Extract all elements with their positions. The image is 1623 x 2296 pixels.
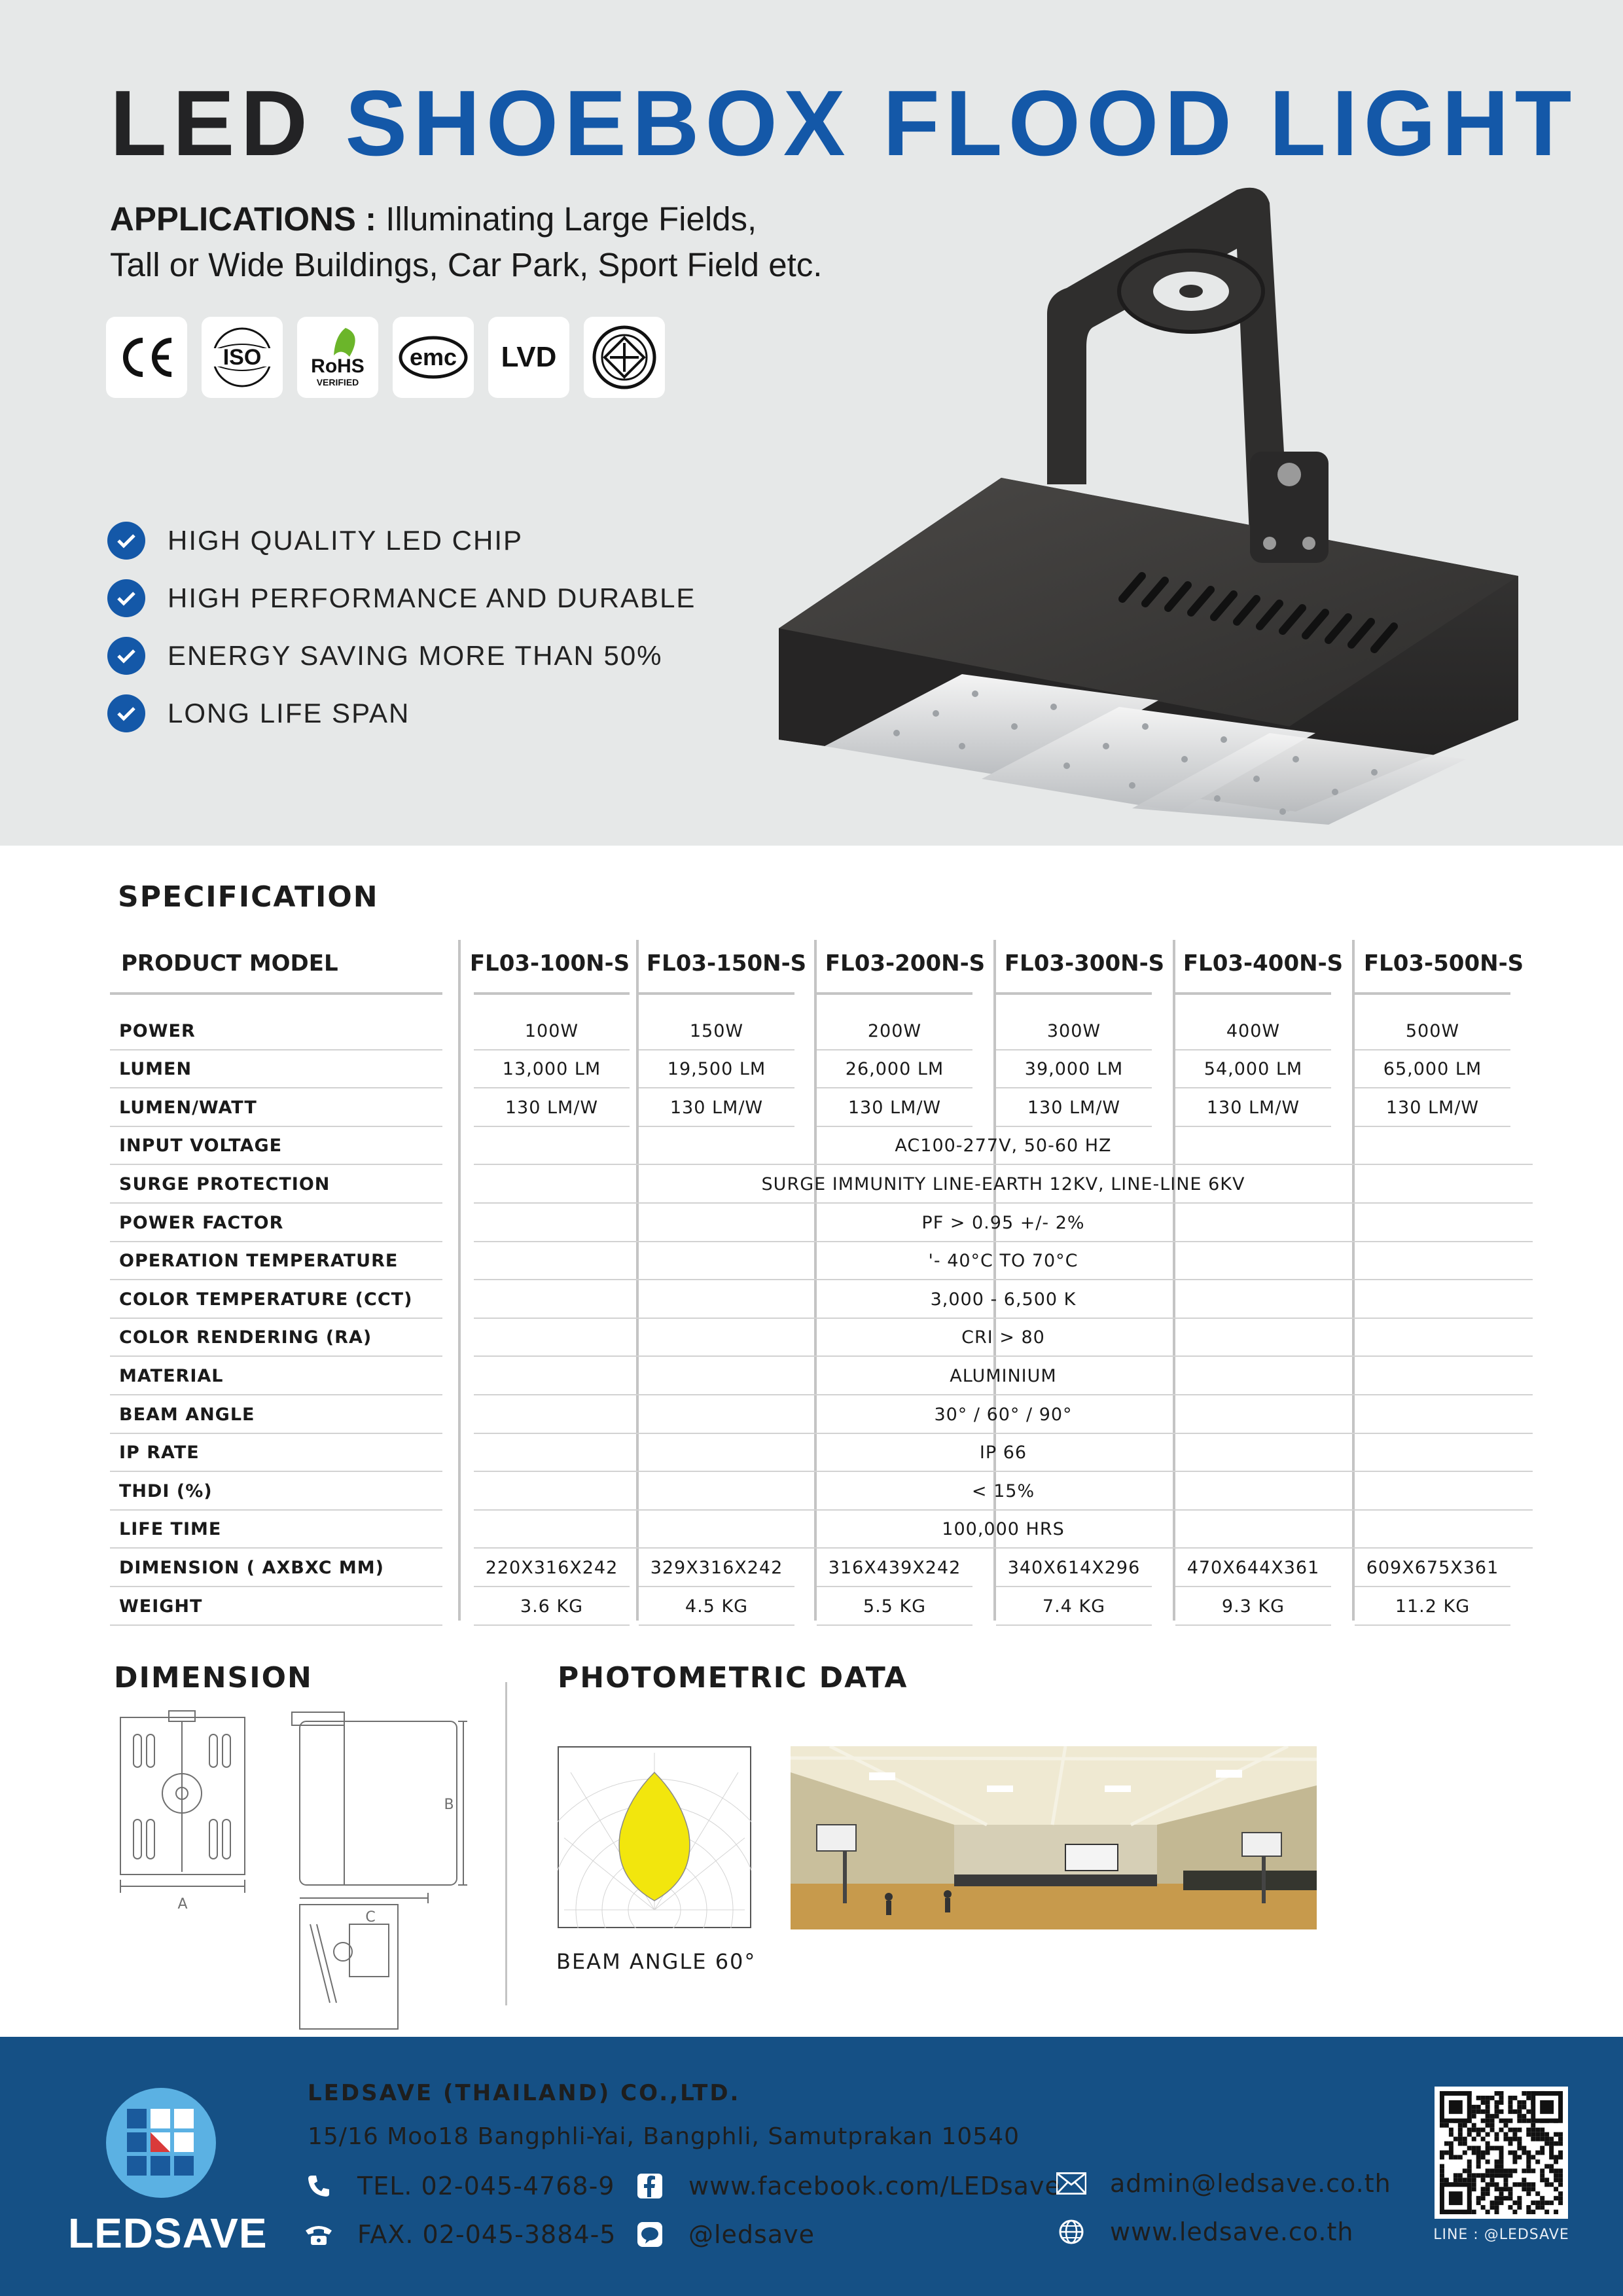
svg-text:RoHS: RoHS <box>311 355 365 377</box>
spec-cell: 5.5 KG <box>863 1596 927 1617</box>
tel-number: TEL. 02-045-4768-9 <box>357 2172 615 2200</box>
spec-cell-merged: IP 66 <box>979 1443 1027 1463</box>
dimension-heading: DIMENSION <box>114 1661 313 1695</box>
contact-facebook[interactable] <box>635 2172 1061 2200</box>
spec-cell: 26,000 LM <box>845 1059 944 1080</box>
title-led: LED <box>110 71 313 175</box>
dimension-label-a: A <box>177 1896 188 1912</box>
model-header: FL03-100N-S <box>469 950 630 977</box>
spec-cell: 130 LM/W <box>669 1097 764 1118</box>
spec-cell: 500W <box>1405 1020 1460 1041</box>
row-separator <box>996 1624 1152 1626</box>
checkmark-icon <box>107 637 145 675</box>
website-link[interactable]: www.ledsave.co.th <box>1110 2217 1354 2246</box>
header-rule <box>474 992 630 995</box>
spec-row-label: POWER <box>119 1020 196 1041</box>
header-rule <box>817 992 972 995</box>
spec-cell: 150W <box>689 1020 744 1041</box>
dimension-label-b: B <box>444 1797 454 1813</box>
ce-mark-icon <box>106 317 187 398</box>
spec-row-label: WEIGHT <box>119 1596 203 1617</box>
spec-row-label: COLOR RENDERING (RA) <box>119 1327 372 1348</box>
spec-cell-merged: 3,000 - 6,500 K <box>930 1289 1077 1310</box>
spec-cell: 470X644X361 <box>1186 1557 1320 1578</box>
feature-label: LONG LIFE SPAN <box>168 698 410 728</box>
spec-cell-merged: CRI > 80 <box>961 1327 1045 1348</box>
feature-item <box>107 685 696 742</box>
section-divider <box>505 1682 507 2005</box>
spec-cell-merged: < 15% <box>971 1480 1035 1501</box>
globe-icon <box>1056 2219 1086 2245</box>
spec-cell: 11.2 KG <box>1395 1596 1471 1617</box>
model-header: FL03-400N-S <box>1183 950 1344 977</box>
spec-cell: 65,000 LM <box>1383 1059 1482 1080</box>
spec-cell: 340X614X296 <box>1007 1557 1141 1578</box>
brand-name: LEDSAVE <box>68 2210 268 2257</box>
row-separator <box>1355 1624 1510 1626</box>
applications <box>110 196 822 288</box>
ul-listed-icon <box>584 317 665 398</box>
qr-caption: LINE : @LEDSAVE <box>1433 2227 1569 2243</box>
spec-cell: 100W <box>524 1020 579 1041</box>
page-title <box>110 71 1578 175</box>
svg-text:ISO: ISO <box>223 345 262 370</box>
contact-line[interactable] <box>635 2220 815 2249</box>
title-product: SHOEBOX FLOOD LIGHT <box>345 71 1578 175</box>
contact-fax <box>304 2220 616 2249</box>
feature-item <box>107 569 696 627</box>
row-separator <box>817 1624 972 1626</box>
feature-label: HIGH PERFORMANCE AND DURABLE <box>168 583 696 613</box>
dimension-drawing <box>114 1708 467 2036</box>
spec-row-label: LUMEN <box>119 1059 192 1080</box>
facebook-icon <box>635 2174 665 2198</box>
svg-text:LVD: LVD <box>501 341 557 373</box>
checkmark-icon <box>107 579 145 617</box>
product-model-header: PRODUCT MODEL <box>121 950 338 977</box>
model-header: FL03-150N-S <box>646 950 807 977</box>
spec-cell: 316X439X242 <box>828 1557 961 1578</box>
fax-phone-icon <box>304 2223 334 2246</box>
spec-cell: 130 LM/W <box>1385 1097 1480 1118</box>
spec-cell: 130 LM/W <box>847 1097 942 1118</box>
spec-row-label: COLOR TEMPERATURE (CCT) <box>119 1289 413 1310</box>
header-rule <box>1175 992 1331 995</box>
spec-cell: 220X316X242 <box>485 1557 618 1578</box>
row-separator <box>639 1624 794 1626</box>
spec-cell: 609X675X361 <box>1366 1557 1499 1578</box>
spec-row-label: OPERATION TEMPERATURE <box>119 1251 399 1272</box>
header-rule <box>639 992 794 995</box>
spec-cell: 130 LM/W <box>1206 1097 1300 1118</box>
spec-row-label: LUMEN/WATT <box>119 1097 257 1118</box>
feature-item <box>107 627 696 685</box>
company-name: LEDSAVE (THAILAND) CO.,LTD. <box>308 2080 741 2106</box>
spec-row-label: POWER FACTOR <box>119 1212 284 1233</box>
spec-cell-merged: 100,000 HRS <box>942 1519 1065 1540</box>
contact-tel <box>304 2172 615 2200</box>
spec-cell: 300W <box>1046 1020 1101 1041</box>
lvd-icon <box>488 317 569 398</box>
column-divider <box>458 940 461 1621</box>
spec-cell-merged: '- 40°C TO 70°C <box>928 1251 1079 1272</box>
row-separator <box>474 1624 630 1626</box>
facebook-link[interactable]: www.facebook.com/LEDsave <box>688 2172 1061 2200</box>
spec-cell: 9.3 KG <box>1221 1596 1285 1617</box>
spec-cell: 39,000 LM <box>1024 1059 1124 1080</box>
feature-item <box>107 512 696 569</box>
spec-cell: 329X316X242 <box>650 1557 783 1578</box>
spec-cell: 400W <box>1226 1020 1281 1041</box>
spec-cell-merged: SURGE IMMUNITY LINE-EARTH 12KV, LINE-LINE 6KV <box>761 1174 1245 1194</box>
contact-email[interactable] <box>1056 2169 1391 2198</box>
spec-cell-merged: 30° / 60° / 90° <box>934 1404 1073 1425</box>
spec-cell-merged: AC100-277V, 50-60 HZ <box>895 1136 1112 1157</box>
line-app-icon <box>635 2222 665 2247</box>
dimension-label-c: C <box>365 1909 376 1926</box>
spec-cell: 7.4 KG <box>1042 1596 1106 1617</box>
certification-badges <box>106 317 665 398</box>
envelope-icon <box>1056 2172 1086 2195</box>
row-separator <box>110 1624 442 1626</box>
photometric-heading: PHOTOMETRIC DATA <box>558 1661 908 1695</box>
feature-list <box>107 512 696 742</box>
email-link[interactable]: admin@ledsave.co.th <box>1110 2169 1391 2198</box>
beam-angle-label: BEAM ANGLE 60° <box>556 1949 757 1974</box>
spec-cell: 130 LM/W <box>505 1097 599 1118</box>
phone-icon <box>304 2174 334 2198</box>
gymnasium-photo <box>791 1746 1317 1929</box>
applications-label: APPLICATIONS : <box>110 200 377 238</box>
spec-cell: 3.6 KG <box>520 1596 584 1617</box>
rohs-icon <box>297 317 378 398</box>
header-rule <box>110 992 442 995</box>
spec-cell: 13,000 LM <box>502 1059 601 1080</box>
svg-text:VERIFIED: VERIFIED <box>316 377 359 387</box>
emc-icon <box>393 317 474 398</box>
iso-icon <box>202 317 283 398</box>
spec-cell: 200W <box>867 1020 922 1041</box>
spec-row-label: BEAM ANGLE <box>119 1404 255 1425</box>
spec-row-label: SURGE PROTECTION <box>119 1174 330 1194</box>
model-header: FL03-200N-S <box>825 950 986 977</box>
checkmark-icon <box>107 694 145 732</box>
header-rule <box>996 992 1152 995</box>
specification-heading: SPECIFICATION <box>118 880 379 914</box>
feature-label: ENERGY SAVING MORE THAN 50% <box>168 640 663 671</box>
applications-line2: Tall or Wide Buildings, Car Park, Sport Field etc. <box>110 246 823 283</box>
line-id[interactable]: @ledsave <box>688 2220 815 2249</box>
spec-row-label: DIMENSION ( AXBXC MM) <box>119 1557 384 1578</box>
model-header: FL03-500N-S <box>1363 950 1524 977</box>
header-rule <box>1355 992 1510 995</box>
checkmark-icon <box>107 522 145 560</box>
flood-light-product-image <box>766 177 1538 825</box>
spec-row-label: THDI (%) <box>119 1480 213 1501</box>
spec-row-label: MATERIAL <box>119 1365 224 1386</box>
feature-label: HIGH QUALITY LED CHIP <box>168 525 524 556</box>
spec-cell: 4.5 KG <box>685 1596 749 1617</box>
fax-number: FAX. 02-045-3884-5 <box>357 2220 616 2249</box>
spec-cell: 130 LM/W <box>1027 1097 1121 1118</box>
applications-line1: Illuminating Large Fields, <box>385 200 757 238</box>
polar-beam-diagram <box>558 1746 751 1928</box>
contact-website[interactable] <box>1056 2217 1353 2246</box>
row-separator <box>1175 1624 1331 1626</box>
qr-code[interactable] <box>1435 2087 1568 2219</box>
svg-text:emc: emc <box>409 344 457 370</box>
spec-row-label: LIFE TIME <box>119 1519 222 1540</box>
spec-cell-merged: ALUMINIUM <box>950 1365 1057 1386</box>
spec-cell: 54,000 LM <box>1204 1059 1303 1080</box>
spec-cell: 19,500 LM <box>667 1059 766 1080</box>
ledsave-logo-icon <box>105 2087 217 2199</box>
spec-row-label: IP RATE <box>119 1443 200 1463</box>
company-address: 15/16 Moo18 Bangphli-Yai, Bangphli, Samutprakan 10540 <box>308 2123 1020 2150</box>
spec-cell-merged: PF > 0.95 +/- 2% <box>921 1212 1085 1233</box>
spec-row-label: INPUT VOLTAGE <box>119 1136 283 1157</box>
model-header: FL03-300N-S <box>1004 950 1165 977</box>
